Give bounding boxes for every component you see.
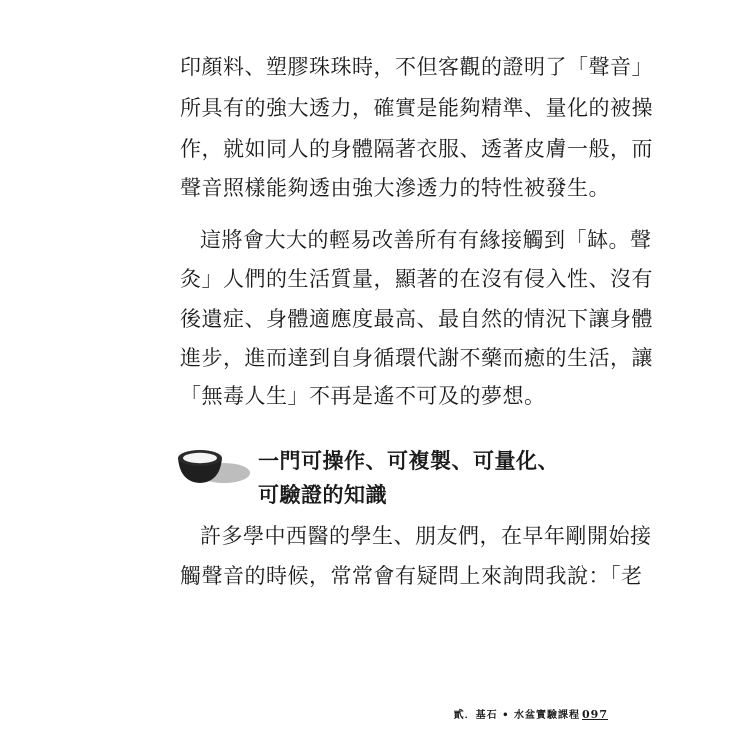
footer-chapter-title: 貳．基石 • 水盆實驗課程 [453,710,581,721]
paragraph-2-line-2: 灸」人們的生活質量，顯著的在沒有侵入性、沒有 [180,267,653,291]
paragraph-3-line-2: 觸聲音的時候，常常會有疑問上來詢問我說：「老 [180,564,643,588]
paragraph-2-line-3: 後遺症、身體適應度最高、最自然的情況下讓身體 [180,307,653,331]
paragraph-3-line-1: 許多學中西醫的學生、朋友們，在早年剛開始接 [200,524,652,548]
paragraph-1-line-1: 印顏料、塑膠珠珠時，不但客觀的證明了「聲音」 [180,55,653,79]
paragraph-2-line-1: 這將會大大的輕易改善所有有緣接觸到「缽。聲 [200,228,652,252]
section-heading-line-2: 可驗證的知識 [258,483,387,507]
paragraph-1-line-4: 聲音照樣能夠透由強大滲透力的特性被發生。 [180,176,610,200]
paragraph-2-line-5: 「無毒人生」不再是遙不可及的夢想。 [180,384,546,408]
page-footer [454,706,608,721]
page-number: 097 [582,708,608,721]
paragraph-2-line-4: 進步，進而達到自身循環代謝不藥而癒的生活，讓 [180,346,653,370]
singing-bowl-icon [176,446,252,486]
paragraph-1-line-2: 所具有的強大透力，確實是能夠精準、量化的被操 [180,96,653,120]
paragraph-1-line-3: 作，就如同人的身體隔著衣服、透著皮膚一般，而 [180,137,653,161]
section-heading-line-1: 一門可操作、可複製、可量化、 [258,449,559,473]
